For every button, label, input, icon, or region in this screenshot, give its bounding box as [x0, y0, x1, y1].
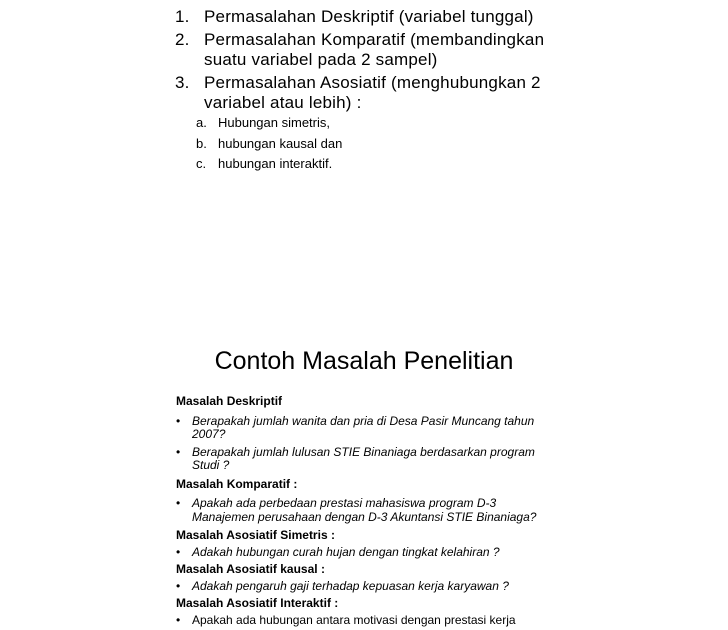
bullet-text: Adakah pengaruh gaji terhadap kepuasan kerja karyawan ?: [192, 579, 509, 593]
list-text: Permasalahan Asosiatif (menghubungkan 2: [204, 73, 541, 92]
list-number: 2.: [175, 30, 190, 49]
sub-text: hubungan kausal dan: [218, 136, 343, 151]
bullet-dot: •: [176, 496, 181, 510]
list-text: Permasalahan Komparatif (membandingkan: [204, 30, 545, 49]
list-text: Permasalahan Deskriptif (variabel tunggal): [204, 7, 534, 26]
bullet-text: Berapakah jumlah wanita dan pria di Desa Pasir Muncang tahun: [192, 414, 535, 428]
heading-kausal: Masalah Asosiatif kausal :: [176, 562, 325, 576]
list-text-continued: suatu variabel pada 2 sampel): [204, 50, 438, 69]
bullet-dot: •: [176, 445, 181, 459]
list-text-continued: variabel atau lebih) :: [204, 93, 362, 112]
heading-simetris: Masalah Asosiatif Simetris :: [176, 528, 335, 542]
heading-interaktif: Masalah Asosiatif Interaktif :: [176, 596, 339, 610]
sub-text: hubungan interaktif.: [218, 156, 333, 171]
bullet-text-continued: 2007?: [192, 427, 226, 441]
heading-komparatif: Masalah Komparatif :: [176, 477, 298, 491]
bullet-dot: •: [176, 579, 181, 593]
list-number: 1.: [175, 7, 190, 26]
heading-deskriptif: Masalah Deskriptif: [176, 394, 283, 408]
bullet-text-continued: Studi ?: [192, 458, 230, 472]
bullet-text: Adakah hubungan curah hujan dengan tingkat kelahiran ?: [192, 545, 500, 559]
bullet-dot: •: [176, 545, 181, 559]
bullet-dot: •: [176, 613, 181, 627]
sub-letter: c.: [196, 156, 207, 171]
sub-letter: b.: [196, 136, 207, 151]
sub-text: Hubungan simetris,: [218, 115, 330, 130]
bullet-text: Berapakah jumlah lulusan STIE Binaniaga berdasarkan program: [192, 445, 535, 459]
bullet-dot: •: [176, 414, 181, 428]
sub-letter: a.: [196, 115, 207, 130]
bullet-text: Apakah ada hubungan antara motivasi dengan prestasi kerja: [192, 613, 516, 627]
bullet-text-continued: Manajemen perusahaan dengan D-3 Akuntansi STIE Binaniaga?: [192, 510, 537, 524]
slide-title: Contoh Masalah Penelitian: [214, 347, 514, 375]
bullet-text: Apakah ada perbedaan prestasi mahasiswa program D-3: [192, 496, 497, 510]
list-number: 3.: [175, 73, 190, 92]
